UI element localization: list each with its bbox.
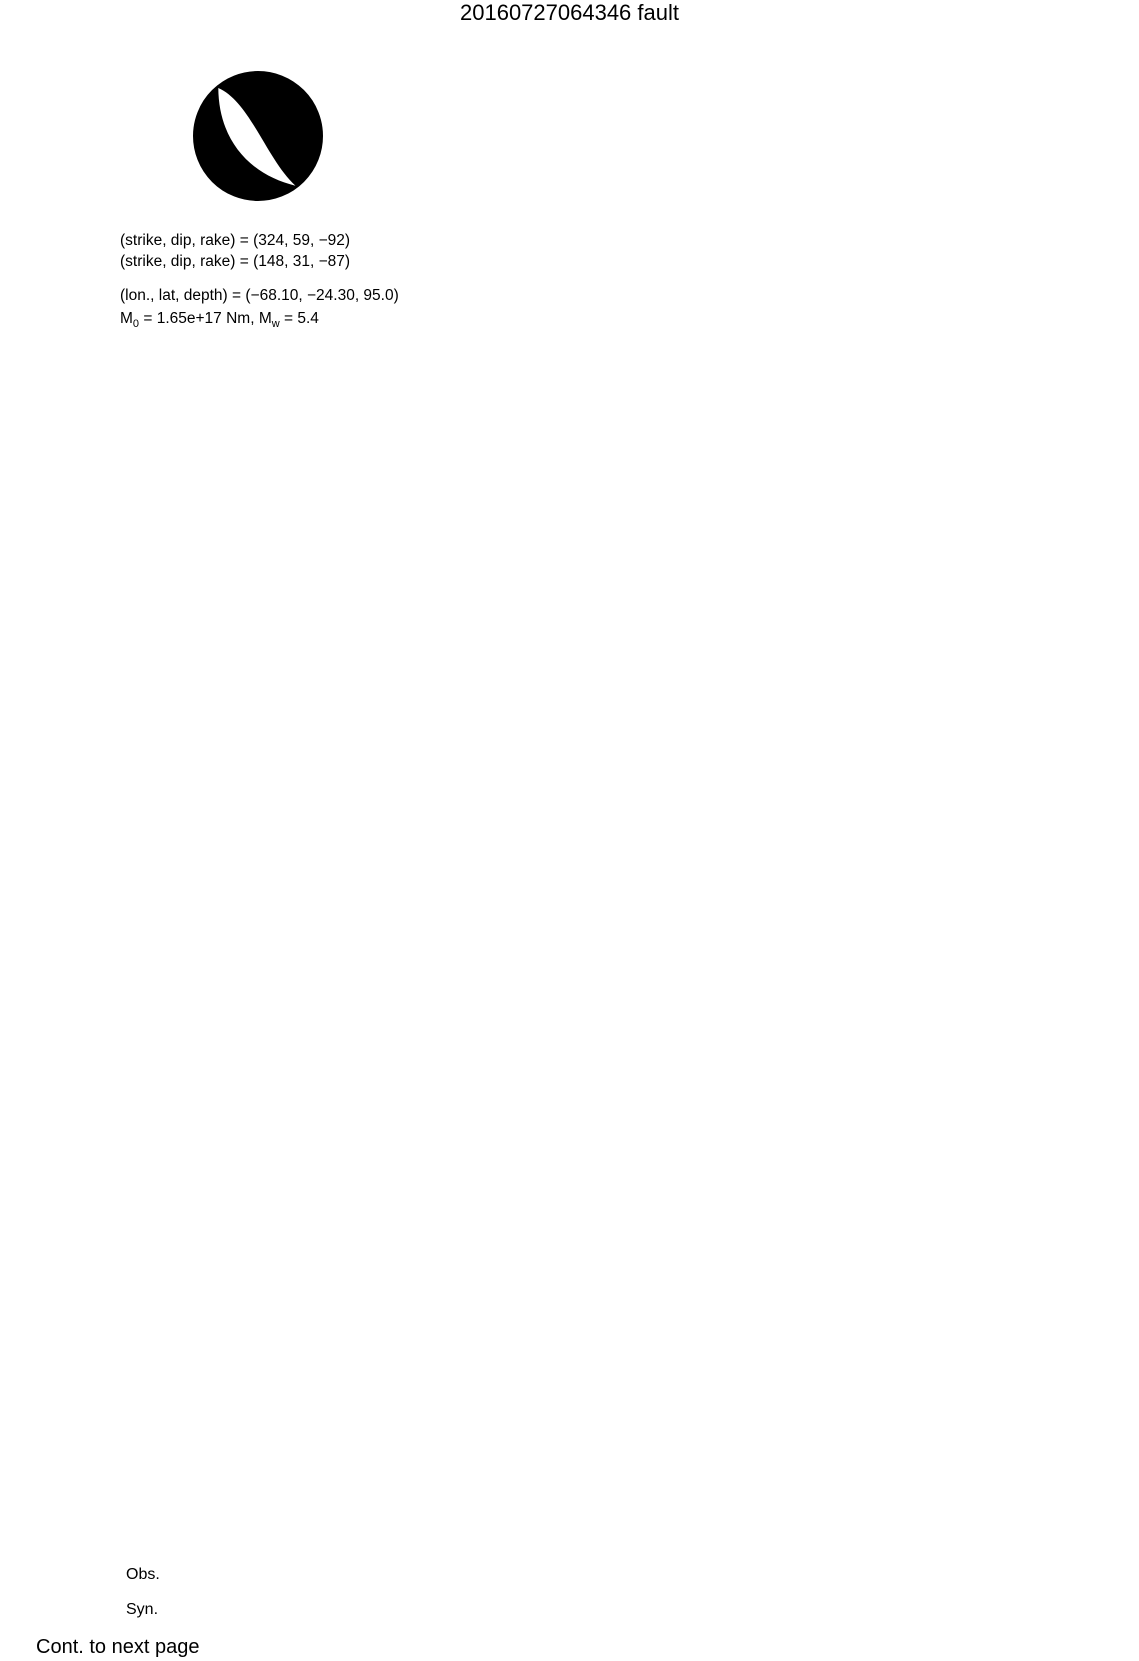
- mw-rest: = 5.4: [279, 310, 319, 327]
- nodal-plane-1: (strike, dip, rake) = (324, 59, −92): [120, 232, 351, 249]
- legend-label-obs: Obs.: [126, 1566, 160, 1583]
- m0-prefix: M: [120, 310, 133, 327]
- hypocenter-location: (lon., lat, depth) = (−68.10, −24.30, 95.0): [120, 287, 399, 304]
- page-title: 20160727064346 fault: [460, 0, 679, 25]
- mw-sub: w: [271, 318, 280, 331]
- legend-label-syn: Syn.: [126, 1601, 159, 1618]
- continue-note: Cont. to next page: [36, 1636, 200, 1658]
- m0-rest: = 1.65e+17 Nm, M: [139, 310, 272, 327]
- nodal-plane-2: (strike, dip, rake) = (148, 31, −87): [120, 253, 351, 270]
- m0-sub: 0: [132, 318, 140, 331]
